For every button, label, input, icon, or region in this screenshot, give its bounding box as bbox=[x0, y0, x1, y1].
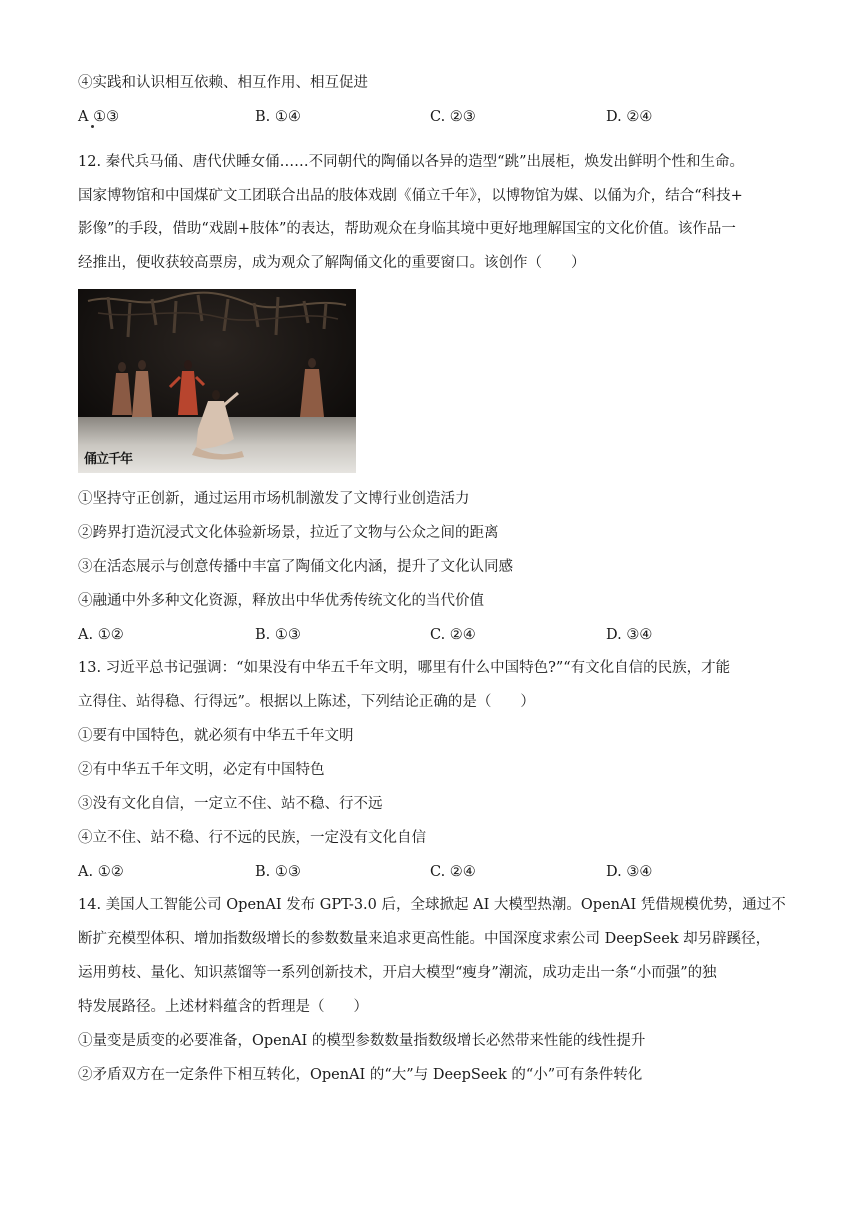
stray-dot bbox=[91, 125, 94, 128]
q13-item-4: ④立不住、站不稳、行不远的民族，一定没有文化自信 bbox=[78, 830, 426, 846]
q12-option-c: C. ②④ bbox=[430, 627, 476, 643]
q13-option-c: C. ②④ bbox=[430, 864, 476, 880]
q14-stem-line-4: 特发展路径。上述材料蕴含的哲理是（ ） bbox=[78, 999, 368, 1015]
q12-stem-line-2: 国家博物馆和中国煤矿文工团联合出品的肢体戏剧《俑立千年》，以博物馆为媒、以俑为介，结合“科技+ bbox=[78, 188, 743, 204]
q11-option-a: A ①③ bbox=[78, 109, 120, 125]
q12-item-2: ②跨界打造沉浸式文化体验新场景，拉近了文物与公众之间的距离 bbox=[78, 525, 499, 541]
q11-option-b: B. ①④ bbox=[255, 109, 301, 125]
q13-stem-line-2: 立得住、站得稳、行得远”。根据以上陈述，下列结论正确的是（ ） bbox=[78, 694, 535, 710]
q13-item-3: ③没有文化自信，一定立不住、站不稳、行不远 bbox=[78, 796, 383, 812]
q11-option-d: D. ②④ bbox=[606, 109, 653, 125]
q13-item-2: ②有中华五千年文明，必定有中国特色 bbox=[78, 762, 325, 778]
q11-option-c: C. ②③ bbox=[430, 109, 476, 125]
q13-stem-line-1: 13. 习近平总书记强调：“如果没有中华五千年文明，哪里有什么中国特色?”“有文化自信的民族，才能 bbox=[78, 660, 731, 676]
q12-option-b: B. ①③ bbox=[255, 627, 301, 643]
q14-item-1: ①量变是质变的必要准备，OpenAI 的模型参数数量指数级增长必然带来性能的线性提升 bbox=[78, 1033, 646, 1049]
q11-item-4: ④实践和认识相互依赖、相互作用、相互促进 bbox=[78, 75, 368, 91]
q13-option-d: D. ③④ bbox=[606, 864, 653, 880]
q12-option-a: A. ①② bbox=[78, 627, 124, 643]
q14-stem-line-2: 断扩充模型体积、增加指数级增长的参数数量来追求更高性能。中国深度求索公司 DeepSeek 却另辟蹊径， bbox=[78, 931, 771, 947]
q12-stem-line-4: 经推出，便收获较高票房，成为观众了解陶俑文化的重要窗口。该创作（ ） bbox=[78, 255, 586, 271]
q14-stem-line-1: 14. 美国人工智能公司 OpenAI 发布 GPT-3.0 后，全球掀起 AI 大模型热潮。OpenAI 凭借规模优势，通过不 bbox=[78, 897, 786, 913]
q11-options bbox=[78, 107, 784, 127]
stage-photo bbox=[78, 289, 356, 473]
q12-stem-line-1: 12. 秦代兵马俑、唐代伏睡女俑……不同朝代的陶俑以各异的造型“跳”出展柜，焕发出鲜明个性和生命。 bbox=[78, 154, 744, 170]
q12-stem-line-3: 影像”的手段，借助“戏剧+肢体”的表达，帮助观众在身临其境中更好地理解国宝的文化价值。该作品一 bbox=[78, 221, 736, 237]
q12-option-d: D. ③④ bbox=[606, 627, 653, 643]
q13-item-1: ①要有中国特色，就必须有中华五千年文明 bbox=[78, 728, 354, 744]
q12-options bbox=[78, 625, 784, 645]
q13-option-a: A. ①② bbox=[78, 864, 124, 880]
q13-options bbox=[78, 862, 784, 882]
photo-logo: 俑立千年 bbox=[84, 452, 133, 467]
stage-photo-drawing bbox=[78, 289, 356, 473]
q12-item-3: ③在活态展示与创意传播中丰富了陶俑文化内涵，提升了文化认同感 bbox=[78, 559, 513, 575]
q14-stem-line-3: 运用剪枝、量化、知识蒸馏等一系列创新技术，开启大模型“瘦身”潮流，成功走出一条“小而强”的独 bbox=[78, 965, 717, 981]
q12-item-1: ①坚持守正创新，通过运用市场机制激发了文博行业创造活力 bbox=[78, 491, 470, 507]
q13-option-b: B. ①③ bbox=[255, 864, 301, 880]
q12-item-4: ④融通中外多种文化资源，释放出中华优秀传统文化的当代价值 bbox=[78, 593, 484, 609]
q14-item-2: ②矛盾双方在一定条件下相互转化，OpenAI 的“大”与 DeepSeek 的“小”可有条件转化 bbox=[78, 1067, 643, 1083]
